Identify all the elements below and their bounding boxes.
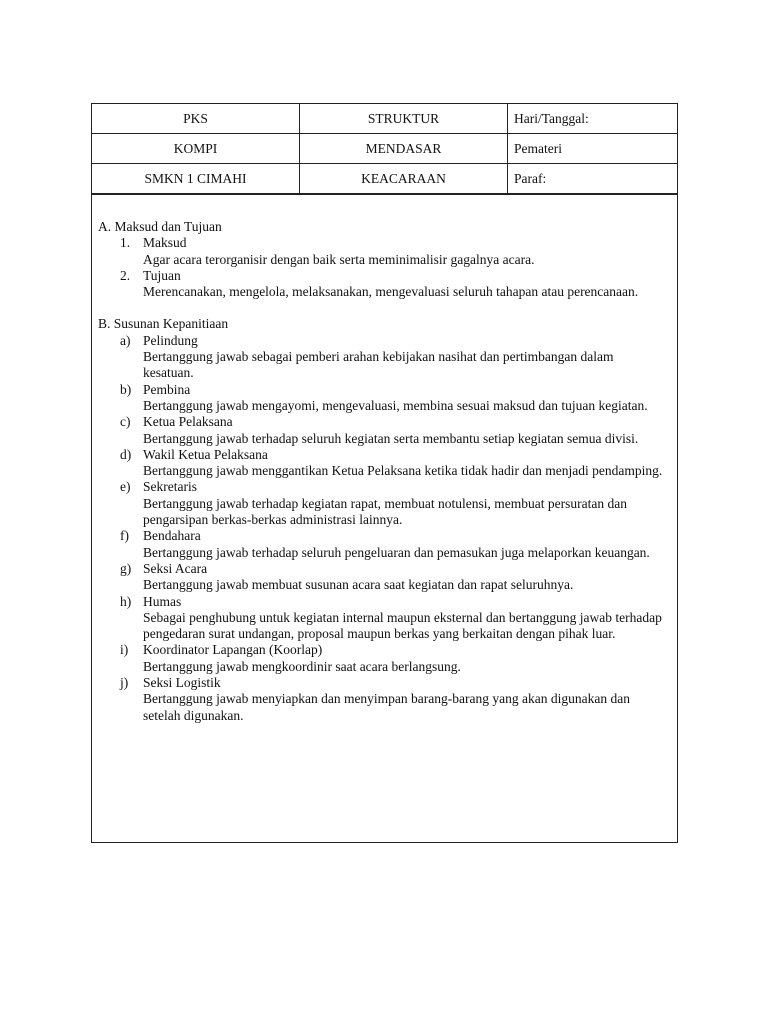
item-description: Merencanakan, mengelola, melaksanakan, mengevaluasi seluruh tahapan atau perencanaan. xyxy=(143,284,639,300)
item-title: Tujuan xyxy=(143,267,181,283)
list-item xyxy=(98,333,671,382)
item-marker: 1. xyxy=(120,235,131,251)
item-title: Ketua Pelaksana xyxy=(143,414,233,430)
item-body xyxy=(143,642,671,675)
list-item xyxy=(98,594,671,643)
section-spacer xyxy=(98,300,671,316)
item-description: Sebagai penghubung untuk kegiatan internal maupun eksternal dan bertanggung jawab terhadap pengedaran surat undangan, proposal maupun berkas yang berkaitan dengan pihak luar. xyxy=(143,609,662,642)
list-item xyxy=(98,382,671,415)
header-table xyxy=(92,104,677,195)
item-marker: h) xyxy=(120,593,132,609)
list-item xyxy=(98,235,671,268)
item-marker: b) xyxy=(120,381,132,397)
header-row xyxy=(92,104,677,134)
list-item xyxy=(98,528,671,561)
item-marker: c) xyxy=(120,414,131,430)
item-description: Agar acara terorganisir dengan baik serta meminimalisir gagalnya acara. xyxy=(143,251,535,267)
item-body xyxy=(143,414,671,447)
document-frame xyxy=(91,103,678,843)
item-body xyxy=(143,447,671,480)
item-title: Maksud xyxy=(143,235,187,251)
list-item xyxy=(98,479,671,528)
list-item xyxy=(98,642,671,675)
header-cell: KEACARAAN xyxy=(300,164,508,195)
item-title: Koordinator Lapangan (Koorlap) xyxy=(143,642,323,658)
item-description: Bertanggung jawab terhadap seluruh pengeluaran dan pemasukan juga melaporkan keuangan. xyxy=(143,544,650,560)
list-item xyxy=(98,414,671,447)
header-cell: Hari/Tanggal: xyxy=(508,104,678,134)
item-marker: i) xyxy=(120,642,129,658)
item-description: Bertanggung jawab terhadap kegiatan rapat, membuat notulensi, membuat persuratan dan pengarsipan berkas-berkas administrasi lainnya. xyxy=(143,495,627,528)
item-title: Sekretaris xyxy=(143,479,197,495)
section-a-title: A. Maksud dan Tujuan xyxy=(98,219,222,234)
item-body xyxy=(143,479,671,528)
item-body xyxy=(143,333,671,382)
item-marker: f) xyxy=(120,528,129,544)
item-body xyxy=(143,528,671,561)
list-item xyxy=(98,268,671,301)
item-description: Bertanggung jawab menyiapkan dan menyimpan barang-barang yang akan digunakan dan setelah digunakan. xyxy=(143,691,630,723)
item-description: Bertanggung jawab mengayomi, mengevaluasi, membina sesuai maksud dan tujuan kegiatan. xyxy=(143,397,648,413)
list-item xyxy=(98,561,671,594)
header-cell: KOMPI xyxy=(92,134,300,164)
item-description: Bertanggung jawab sebagai pemberi arahan kebijakan nasihat dan pertimbangan dalam kesatuan. xyxy=(143,349,614,381)
item-title: Pelindung xyxy=(143,332,198,348)
item-body xyxy=(143,561,671,594)
header-cell: Paraf: xyxy=(514,170,547,186)
item-marker: d) xyxy=(120,446,132,462)
item-title: Seksi Logistik xyxy=(143,675,221,691)
item-marker: j) xyxy=(120,675,129,691)
item-marker: e) xyxy=(120,479,131,495)
document-content xyxy=(92,195,677,724)
header-cell: Pemateri xyxy=(508,134,678,164)
item-description: Bertanggung jawab mengkoordinir saat acara berlangsung. xyxy=(143,658,461,674)
section-b-title: B. Susunan Kepanitiaan xyxy=(98,316,229,332)
item-marker: 2. xyxy=(120,267,131,283)
item-body xyxy=(143,382,671,415)
header-cell: MENDASAR xyxy=(300,134,508,164)
item-description: Bertanggung jawab terhadap seluruh kegiatan serta membantu setiap kegiatan semua divisi. xyxy=(143,430,639,446)
item-title: Bendahara xyxy=(143,528,201,544)
header-row xyxy=(92,134,677,164)
item-title: Pembina xyxy=(143,381,191,397)
header-cell: SMKN 1 CIMAHI xyxy=(92,164,300,195)
item-body xyxy=(143,594,671,643)
header-cell: PKS xyxy=(92,104,300,134)
item-title: Seksi Acara xyxy=(143,560,208,576)
item-description: Bertanggung jawab membuat susunan acara saat kegiatan dan rapat seluruhnya. xyxy=(143,577,574,593)
item-body xyxy=(143,675,671,724)
item-description: Bertanggung jawab menggantikan Ketua Pelaksana ketika tidak hadir dan menjadi pendamping. xyxy=(143,463,663,479)
header-row xyxy=(92,164,677,195)
item-body xyxy=(143,235,671,268)
list-item xyxy=(98,447,671,480)
item-marker: a) xyxy=(120,332,131,348)
list-item xyxy=(98,675,671,724)
item-body xyxy=(143,268,671,301)
item-marker: g) xyxy=(120,560,132,576)
item-title: Wakil Ketua Pelaksana xyxy=(143,446,268,462)
header-cell: STRUKTUR xyxy=(300,104,508,134)
item-title: Humas xyxy=(143,593,182,609)
